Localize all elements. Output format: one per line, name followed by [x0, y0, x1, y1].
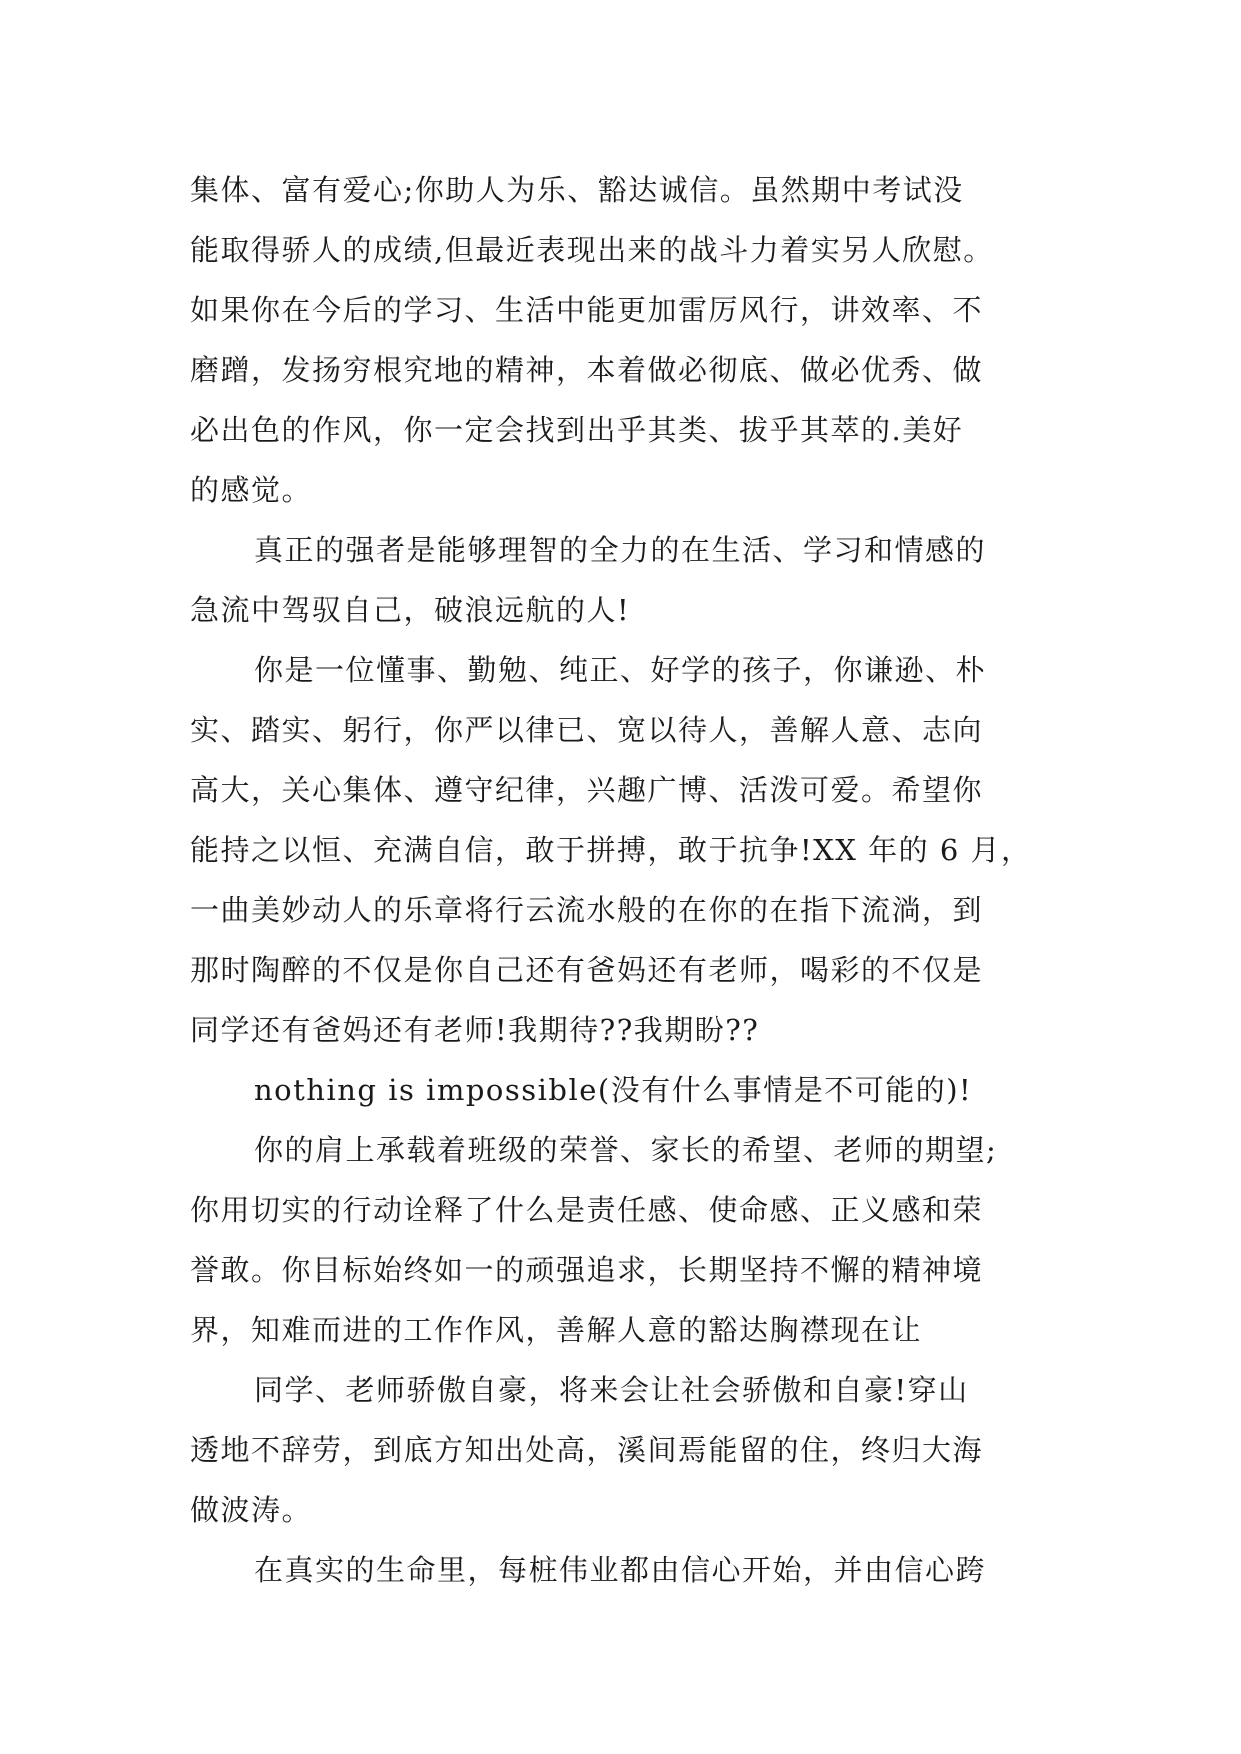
text-line: 实、踏实、躬行，你严以律已、宽以待人，善解人意、志向	[190, 713, 984, 747]
text-line: 如果你在今后的学习、生活中能更加雷厉风行，讲效率、不	[190, 293, 984, 327]
text-line: 那时陶醉的不仅是你自己还有爸妈还有老师，喝彩的不仅是	[190, 953, 984, 987]
paragraph-start-line: 同学、老师骄傲自豪，将来会让社会骄傲和自豪!穿山	[254, 1373, 969, 1407]
text-line: 的感觉。	[190, 473, 313, 507]
text-line: 能取得骄人的成绩,但最近表现出来的战斗力着实另人欣慰。	[190, 233, 994, 267]
text-line: 必出色的作风，你一定会找到出乎其类、拔乎其萃的.美好	[190, 413, 964, 447]
text-line: 磨蹭，发扬穷根究地的精神，本着做必彻底、做必优秀、做	[190, 353, 984, 387]
paragraph-start-line: 真正的强者是能够理智的全力的在生活、学习和情感的	[254, 533, 987, 567]
paragraph-start-line: 你是一位懂事、勤勉、纯正、好学的孩子，你谦逊、朴	[254, 653, 987, 687]
text-line: 急流中驾驭自己，破浪远航的人!	[190, 593, 631, 627]
paragraph-start-line: 你的肩上承载着班级的荣誉、家长的希望、老师的期望;	[254, 1133, 998, 1167]
text-line: 高大，关心集体、遵守纪律，兴趣广博、活泼可爱。希望你	[190, 773, 984, 807]
text-line: 透地不辞劳，到底方知出处高，溪间焉能留的住，终归大海	[190, 1433, 984, 1467]
text-line: 能持之以恒、充满自信，敢于拼搏，敢于抗争!XX 年的 6 月，	[190, 833, 1032, 867]
text-line: 你用切实的行动诠释了什么是责任感、使命感、正义感和荣	[190, 1193, 984, 1227]
text-line: 誉敢。你目标始终如一的顽强追求，长期坚持不懈的精神境	[190, 1253, 984, 1287]
document-body	[190, 160, 1090, 1600]
text-line: 同学还有爸妈还有老师!我期待??我期盼??	[190, 1013, 760, 1047]
text-line: 集体、富有爱心;你助人为乐、豁达诚信。虽然期中考试没	[190, 173, 964, 207]
text-line: 一曲美妙动人的乐章将行云流水般的在你的在指下流淌，到	[190, 893, 984, 927]
text-line: 做波涛。	[190, 1493, 313, 1527]
text-line: 界，知难而进的工作作风，善解人意的豁达胸襟现在让	[190, 1313, 923, 1347]
paragraph-start-line: nothing is impossible(没有什么事情是不可能的)!	[254, 1073, 973, 1107]
paragraph-start-line: 在真实的生命里，每桩伟业都由信心开始，并由信心跨	[254, 1553, 987, 1587]
